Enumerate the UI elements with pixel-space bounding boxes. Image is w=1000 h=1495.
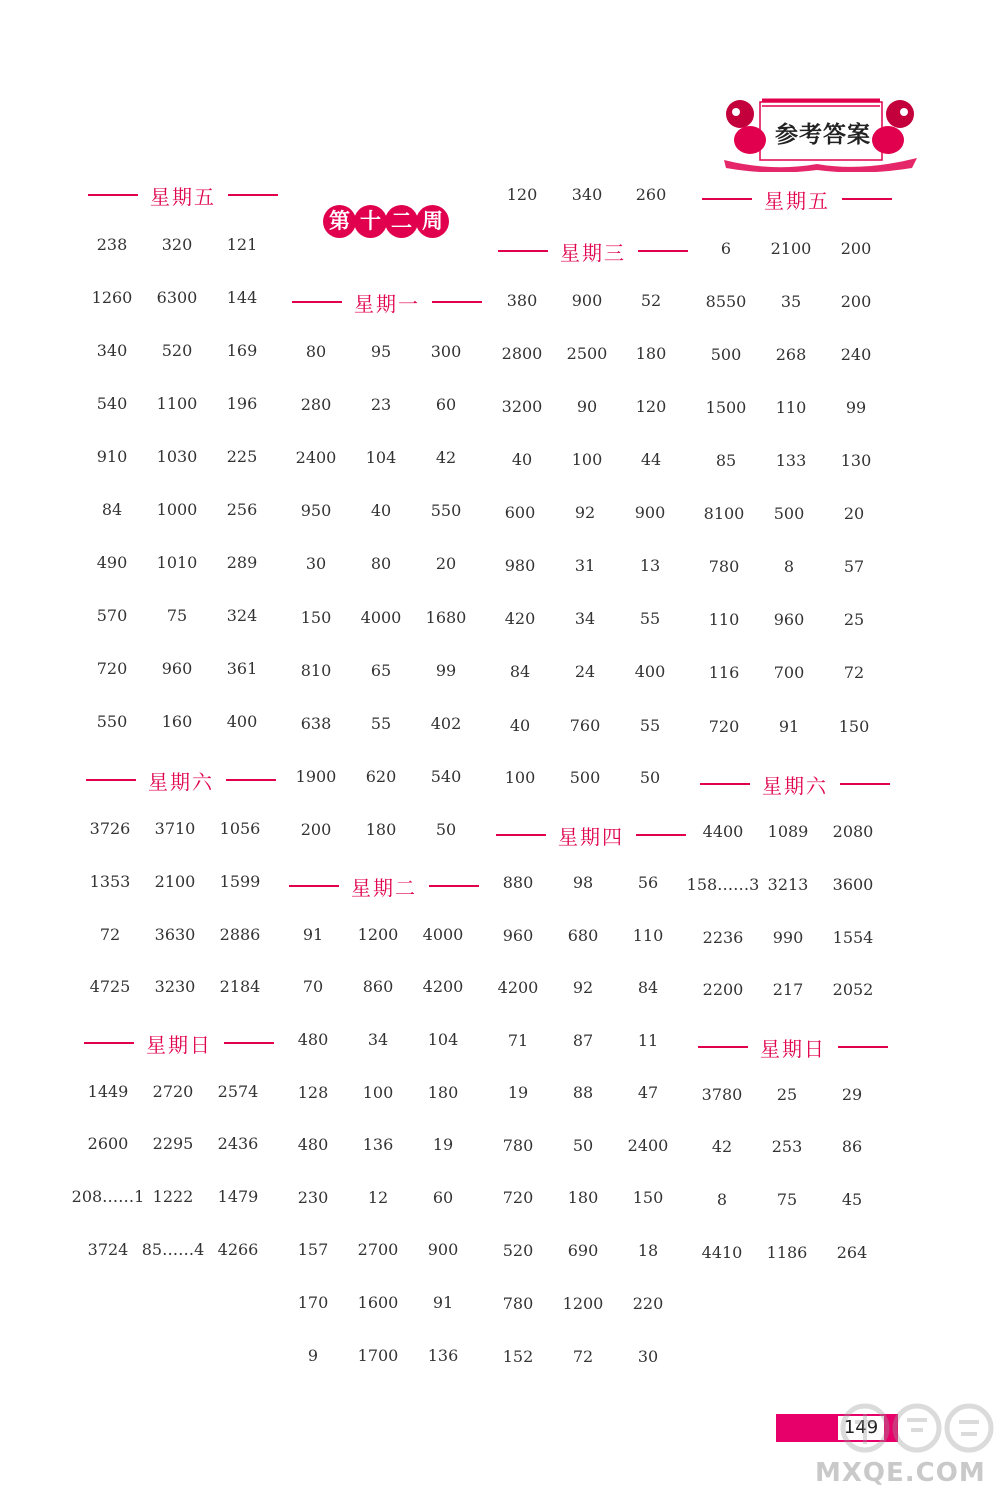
day-label: 星期三 — [560, 240, 626, 265]
answer-cell: 120 — [635, 397, 667, 416]
answer-cell: 361 — [226, 659, 258, 678]
answer-cell: 29 — [841, 1085, 863, 1104]
day-label: 星期日 — [760, 1036, 826, 1061]
answer-cell: 8550 — [705, 292, 747, 311]
answer-cell: 520 — [161, 341, 193, 360]
answer-cell: 1900 — [295, 767, 337, 786]
answer-cell: 85……4 — [141, 1240, 205, 1259]
answer-cell: 720 — [96, 659, 128, 678]
answer-cell: 31 — [574, 556, 596, 575]
day-heading — [84, 1029, 274, 1057]
answer-cell: 50 — [572, 1136, 594, 1155]
answer-cell: 98 — [572, 873, 594, 892]
answer-cell: 130 — [840, 451, 872, 470]
answer-cell: 540 — [430, 767, 462, 786]
heading-rule — [700, 783, 750, 785]
day-heading — [292, 288, 482, 316]
answer-cell: 900 — [571, 291, 603, 310]
answer-cell: 91 — [432, 1293, 454, 1312]
answer-cell: 2400 — [627, 1136, 669, 1155]
page-number: 149 — [838, 1416, 884, 1440]
watermark-logo — [835, 1400, 1000, 1458]
answer-cell: 2236 — [702, 928, 744, 947]
answer-cell: 90 — [576, 397, 598, 416]
answer-cell: 760 — [569, 716, 601, 735]
answer-cell: 71 — [507, 1031, 529, 1050]
heading-rule — [838, 1046, 888, 1048]
answer-cell: 23 — [370, 395, 392, 414]
answer-cell: 230 — [297, 1188, 329, 1207]
answer-cell: 136 — [362, 1135, 394, 1154]
answer-cell: 30 — [637, 1347, 659, 1366]
heading-rule — [638, 250, 688, 252]
answer-cell: 217 — [772, 980, 804, 999]
answer-cell: 3726 — [89, 819, 131, 838]
answer-cell: 40 — [511, 450, 533, 469]
answer-cell: 260 — [635, 185, 667, 204]
answer-cell: 2436 — [217, 1134, 259, 1153]
answer-cell: 104 — [427, 1030, 459, 1049]
answer-cell: 2574 — [217, 1082, 259, 1101]
watermark-text: MXQE.COM — [815, 1458, 986, 1488]
answer-cell: 136 — [427, 1346, 459, 1365]
answer-cell: 500 — [569, 768, 601, 787]
answer-cell: 52 — [640, 291, 662, 310]
answer-cell: 780 — [502, 1136, 534, 1155]
answer-cell: 110 — [708, 610, 740, 629]
heading-rule — [228, 194, 278, 196]
heading-rule — [429, 885, 479, 887]
answer-cell: 200 — [300, 820, 332, 839]
day-heading — [702, 185, 892, 213]
answer-cell: 19 — [432, 1135, 454, 1154]
answer-cell: 638 — [300, 714, 332, 733]
answer-cell: 780 — [502, 1294, 534, 1313]
week-badge — [323, 205, 453, 241]
answer-cell: 4000 — [422, 925, 464, 944]
answer-cell: 72 — [99, 925, 121, 944]
heading-rule — [498, 250, 548, 252]
answer-cell: 4400 — [702, 822, 744, 841]
answer-cell: 60 — [432, 1188, 454, 1207]
heading-rule — [698, 1046, 748, 1048]
answer-cell: 72 — [843, 663, 865, 682]
day-heading — [289, 872, 479, 900]
answer-cell: 150 — [632, 1188, 664, 1207]
answer-cell: 157 — [297, 1240, 329, 1259]
answer-cell: 1599 — [219, 872, 261, 891]
answer-cell: 225 — [226, 447, 258, 466]
answer-cell: 4200 — [422, 977, 464, 996]
answer-cell: 256 — [226, 500, 258, 519]
answer-cell: 400 — [226, 712, 258, 731]
day-heading — [496, 821, 686, 849]
day-heading — [86, 766, 276, 794]
answer-cell: 6 — [720, 239, 732, 258]
answer-cell: 2500 — [566, 344, 608, 363]
answer-cell: 80 — [370, 554, 392, 573]
answer-cell: 720 — [708, 717, 740, 736]
answer-cell: 160 — [161, 712, 193, 731]
answer-cell: 24 — [574, 662, 596, 681]
answer-cell: 80 — [305, 342, 327, 361]
week-char: 第 — [323, 205, 356, 238]
answer-cell: 1010 — [156, 553, 198, 572]
answer-cell: 18 — [637, 1241, 659, 1260]
answer-cell: 4000 — [360, 608, 402, 627]
answer-cell: 50 — [639, 768, 661, 787]
answer-cell: 55 — [370, 714, 392, 733]
answer-cell: 65 — [370, 661, 392, 680]
answer-cell: 240 — [840, 345, 872, 364]
answer-cell: 30 — [305, 554, 327, 573]
answer-cell: 88 — [572, 1083, 594, 1102]
answer-cell: 1200 — [357, 925, 399, 944]
answer-cell: 169 — [226, 341, 258, 360]
answer-cell: 680 — [567, 926, 599, 945]
answer-cell: 340 — [96, 341, 128, 360]
answer-cell: 72 — [572, 1347, 594, 1366]
day-heading — [88, 181, 278, 209]
answer-cell: 121 — [226, 235, 258, 254]
answer-cell: 380 — [506, 291, 538, 310]
answer-cell: 550 — [96, 712, 128, 731]
answer-cell: 570 — [96, 606, 128, 625]
answer-cell: 3710 — [154, 819, 196, 838]
heading-rule — [840, 783, 890, 785]
answer-cell: 3230 — [154, 977, 196, 996]
answer-cell: 44 — [640, 450, 662, 469]
day-heading — [498, 237, 688, 265]
answer-cell: 19 — [507, 1083, 529, 1102]
answer-cell: 420 — [504, 609, 536, 628]
answer-cell: 3213 — [767, 875, 809, 894]
answer-cell: 9 — [307, 1346, 319, 1365]
heading-rule — [496, 834, 546, 836]
answer-cell: 2295 — [152, 1134, 194, 1153]
week-char: 二 — [385, 205, 418, 238]
answer-cell: 85 — [715, 451, 737, 470]
answer-cell: 200 — [840, 239, 872, 258]
answer-cell: 620 — [365, 767, 397, 786]
answer-cell: 25 — [843, 610, 865, 629]
answer-cell: 91 — [778, 717, 800, 736]
answer-cell: 180 — [365, 820, 397, 839]
answer-cell: 1200 — [562, 1294, 604, 1313]
answer-cell: 289 — [226, 553, 258, 572]
answer-cell: 35 — [780, 292, 802, 311]
answer-cell: 25 — [776, 1085, 798, 1104]
answer-cell: 84 — [637, 978, 659, 997]
answer-cell: 56 — [637, 873, 659, 892]
heading-rule — [84, 1042, 134, 1044]
answer-cell: 220 — [632, 1294, 664, 1313]
answer-cell: 75 — [776, 1190, 798, 1209]
answer-cell: 300 — [430, 342, 462, 361]
answer-cell: 116 — [708, 663, 740, 682]
answer-cell: 13 — [639, 556, 661, 575]
answer-cell: 400 — [634, 662, 666, 681]
answer-cell: 50 — [435, 820, 457, 839]
answer-cell: 6300 — [156, 288, 198, 307]
answer-cell: 170 — [297, 1293, 329, 1312]
answer-cell: 20 — [435, 554, 457, 573]
answer-cell: 480 — [297, 1030, 329, 1049]
answer-cell: 8 — [716, 1190, 728, 1209]
answer-cell: 900 — [427, 1240, 459, 1259]
answer-cell: 92 — [574, 503, 596, 522]
day-label: 星期二 — [351, 875, 417, 900]
answer-cell: 99 — [435, 661, 457, 680]
answer-cell: 158……3 — [686, 875, 760, 894]
answer-cell: 128 — [297, 1083, 329, 1102]
day-label: 星期一 — [354, 291, 420, 316]
answer-cell: 1056 — [219, 819, 261, 838]
heading-rule — [226, 779, 276, 781]
answer-cell: 340 — [571, 185, 603, 204]
answer-cell: 84 — [509, 662, 531, 681]
answer-cell: 11 — [637, 1031, 659, 1050]
answer-cell: 4200 — [497, 978, 539, 997]
answer-cell: 144 — [226, 288, 258, 307]
answer-cell: 180 — [427, 1083, 459, 1102]
answer-cell: 500 — [773, 504, 805, 523]
answer-cell: 1222 — [152, 1187, 194, 1206]
answer-cell: 2800 — [501, 344, 543, 363]
day-label: 星期五 — [764, 188, 830, 213]
answer-cell: 4410 — [701, 1243, 743, 1262]
answer-cell: 3724 — [87, 1240, 129, 1259]
day-label: 星期四 — [558, 824, 624, 849]
week-char: 周 — [416, 205, 449, 238]
answer-cell: 95 — [370, 342, 392, 361]
answer-cell: 133 — [775, 451, 807, 470]
answer-cell: 120 — [506, 185, 538, 204]
answer-cell: 100 — [571, 450, 603, 469]
answer-cell: 500 — [710, 345, 742, 364]
answer-cell: 34 — [367, 1030, 389, 1049]
answer-cell: 1000 — [156, 500, 198, 519]
answer-cell: 87 — [572, 1031, 594, 1050]
answer-cell: 900 — [634, 503, 666, 522]
answer-cell: 42 — [435, 448, 457, 467]
answer-cell: 208……1 — [71, 1187, 145, 1206]
answer-cell: 2400 — [295, 448, 337, 467]
answer-cell: 1680 — [425, 608, 467, 627]
answer-cell: 2200 — [702, 980, 744, 999]
answer-cell: 84 — [101, 500, 123, 519]
answer-cell: 86 — [841, 1137, 863, 1156]
answer-cell: 2600 — [87, 1134, 129, 1153]
answer-cell: 99 — [845, 398, 867, 417]
answer-cell: 75 — [166, 606, 188, 625]
answer-cell: 110 — [632, 926, 664, 945]
answer-cell: 70 — [302, 977, 324, 996]
answer-cell: 3630 — [154, 925, 196, 944]
answer-cell: 1700 — [357, 1346, 399, 1365]
answer-cell: 910 — [96, 447, 128, 466]
answer-cell: 980 — [504, 556, 536, 575]
heading-rule — [292, 301, 342, 303]
answer-cell: 60 — [435, 395, 457, 414]
answer-cell: 40 — [370, 501, 392, 520]
heading-rule — [842, 198, 892, 200]
answer-cell: 34 — [574, 609, 596, 628]
answer-cell: 55 — [639, 609, 661, 628]
answer-cell: 1449 — [87, 1082, 129, 1101]
answer-cell: 150 — [838, 717, 870, 736]
answer-cell: 1089 — [767, 822, 809, 841]
answer-cell: 1260 — [91, 288, 133, 307]
answer-cell: 100 — [362, 1083, 394, 1102]
answer-cell: 150 — [300, 608, 332, 627]
answer-cell: 490 — [96, 553, 128, 572]
answer-cell: 1186 — [766, 1243, 808, 1262]
answer-cell: 2886 — [219, 925, 261, 944]
day-label: 星期日 — [146, 1032, 212, 1057]
answer-cell: 480 — [297, 1135, 329, 1154]
answer-cell: 810 — [300, 661, 332, 680]
answer-cell: 92 — [572, 978, 594, 997]
answer-cell: 200 — [840, 292, 872, 311]
heading-rule — [432, 301, 482, 303]
answer-cell: 950 — [300, 501, 332, 520]
day-label: 星期六 — [148, 769, 214, 794]
answer-cell: 320 — [161, 235, 193, 254]
answer-cell: 110 — [775, 398, 807, 417]
answer-cell: 91 — [302, 925, 324, 944]
answer-cell: 4725 — [89, 977, 131, 996]
answer-cell: 253 — [771, 1137, 803, 1156]
answer-cell: 1554 — [832, 928, 874, 947]
answer-cell: 1500 — [705, 398, 747, 417]
answer-cell: 1353 — [89, 872, 131, 891]
answer-cell: 2100 — [770, 239, 812, 258]
answer-cell: 4266 — [217, 1240, 259, 1259]
answer-cell: 40 — [509, 716, 531, 735]
answer-cell: 2720 — [152, 1082, 194, 1101]
answer-cell: 180 — [567, 1188, 599, 1207]
answer-cell: 960 — [502, 926, 534, 945]
answer-cell: 238 — [96, 235, 128, 254]
heading-rule — [86, 779, 136, 781]
answer-cell: 720 — [502, 1188, 534, 1207]
answer-title: 参考答案 — [775, 122, 871, 148]
answer-cell: 780 — [708, 557, 740, 576]
answer-cell: 45 — [841, 1190, 863, 1209]
answer-cell: 152 — [502, 1347, 534, 1366]
answer-cell: 1030 — [156, 447, 198, 466]
answer-cell: 960 — [773, 610, 805, 629]
answer-cell: 1600 — [357, 1293, 399, 1312]
answer-cell: 2052 — [832, 980, 874, 999]
answer-cell: 402 — [430, 714, 462, 733]
answer-cell: 20 — [843, 504, 865, 523]
answer-cell: 55 — [639, 716, 661, 735]
day-label: 星期五 — [150, 184, 216, 209]
heading-rule — [702, 198, 752, 200]
answer-cell: 3600 — [832, 875, 874, 894]
answer-cell: 3200 — [501, 397, 543, 416]
answer-cell: 990 — [772, 928, 804, 947]
answer-cell: 2700 — [357, 1240, 399, 1259]
answer-cell: 2100 — [154, 872, 196, 891]
answer-cell: 12 — [367, 1188, 389, 1207]
answer-cell: 3780 — [701, 1085, 743, 1104]
day-heading — [700, 770, 890, 798]
answer-cell: 268 — [775, 345, 807, 364]
answer-cell: 2080 — [832, 822, 874, 841]
answer-cell: 100 — [504, 768, 536, 787]
heading-rule — [289, 885, 339, 887]
answer-cell: 700 — [773, 663, 805, 682]
answer-cell: 550 — [430, 501, 462, 520]
heading-rule — [224, 1042, 274, 1044]
answer-cell: 540 — [96, 394, 128, 413]
answer-cell: 960 — [161, 659, 193, 678]
answer-cell: 57 — [843, 557, 865, 576]
heading-rule — [88, 194, 138, 196]
answer-cell: 520 — [502, 1241, 534, 1260]
answer-cell: 196 — [226, 394, 258, 413]
answer-cell: 264 — [836, 1243, 868, 1262]
answer-cell: 8 — [783, 557, 795, 576]
day-label: 星期六 — [762, 773, 828, 798]
answer-cell: 280 — [300, 395, 332, 414]
answer-cell: 180 — [635, 344, 667, 363]
answer-cell: 42 — [711, 1137, 733, 1156]
answer-cell: 1100 — [156, 394, 198, 413]
answer-cell: 47 — [637, 1083, 659, 1102]
answer-cell: 1479 — [217, 1187, 259, 1206]
answer-cell: 2184 — [219, 977, 261, 996]
answer-cell: 104 — [365, 448, 397, 467]
answer-cell: 600 — [504, 503, 536, 522]
answer-cell: 324 — [226, 606, 258, 625]
answer-cell: 860 — [362, 977, 394, 996]
answer-cell: 8100 — [703, 504, 745, 523]
week-char: 十 — [354, 205, 387, 238]
answer-cell: 690 — [567, 1241, 599, 1260]
day-heading — [698, 1033, 888, 1061]
answer-cell: 880 — [502, 873, 534, 892]
heading-rule — [636, 834, 686, 836]
